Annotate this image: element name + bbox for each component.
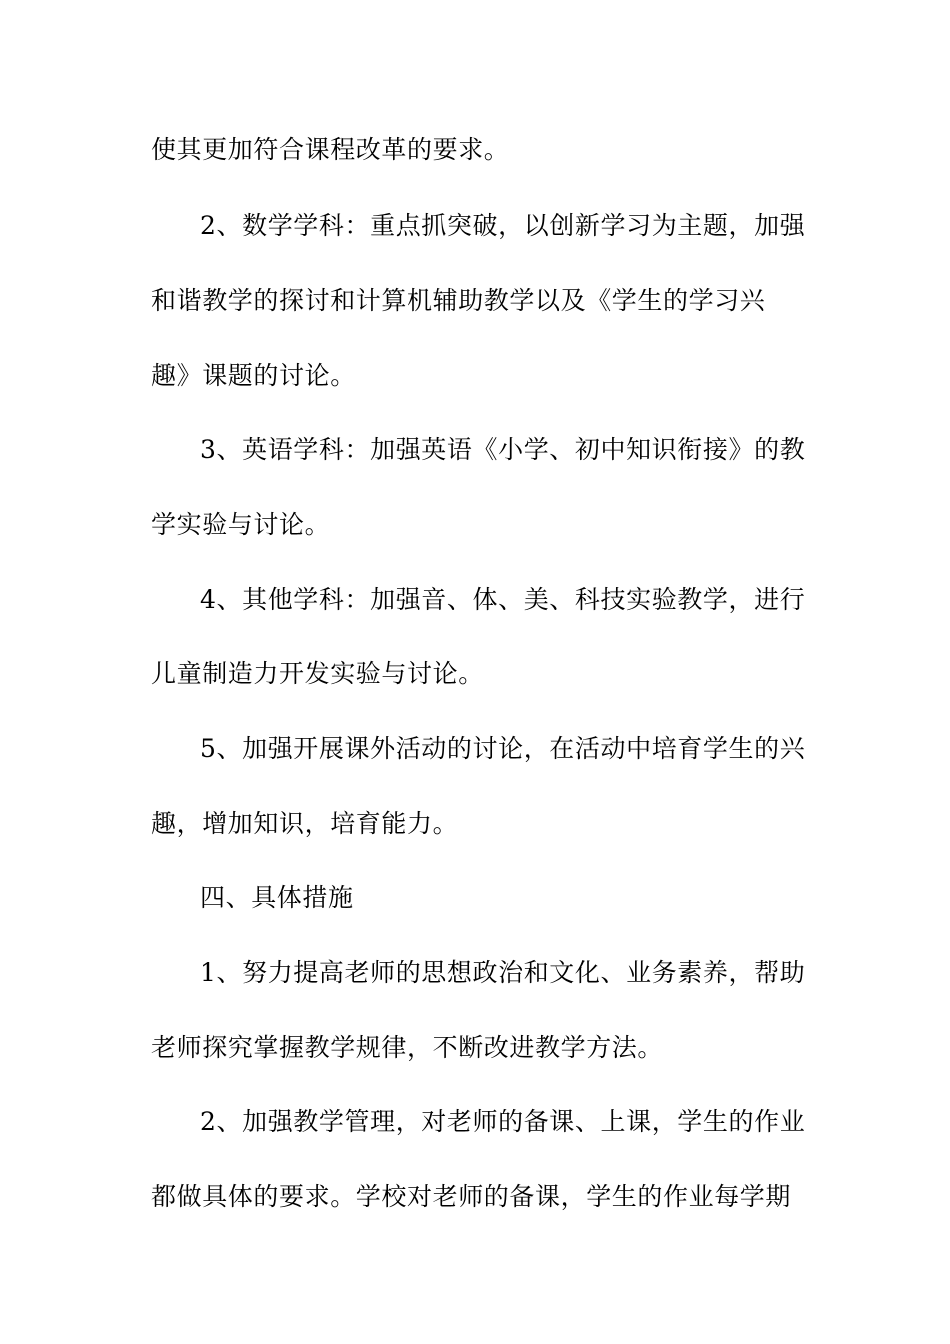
text-line: 3、英语学科：加强英语《小学、初中知识衔接》的教 [200, 435, 806, 464]
text-line: 老师探究掌握教学规律，不断改进教学方法。 [151, 1033, 664, 1062]
text-line: 5、加强开展课外活动的讨论，在活动中培育学生的兴 [200, 734, 806, 763]
text-line: 和谐教学的探讨和计算机辅助教学以及《学生的学习兴 [151, 286, 766, 315]
text-line: 2、加强教学管理，对老师的备课、上课，学生的作业 [200, 1107, 806, 1136]
text-line: 使其更加符合课程改革的要求。 [151, 135, 510, 164]
text-line: 4、其他学科：加强音、体、美、科技实验教学，进行 [200, 585, 806, 614]
text-line: 学实验与讨论。 [151, 510, 331, 539]
text-line: 儿童制造力开发实验与讨论。 [151, 659, 484, 688]
text-line: 趣，增加知识，培育能力。 [151, 809, 459, 838]
section-heading: 四、具体措施 [200, 883, 354, 912]
text-line: 都做具体的要求。学校对老师的备课，学生的作业每学期 [151, 1182, 792, 1211]
text-line: 趣》课题的讨论。 [151, 361, 356, 390]
text-line: 1、努力提高老师的思想政治和文化、业务素养，帮助 [200, 958, 806, 987]
text-line: 2、数学学科：重点抓突破，以创新学习为主题，加强 [200, 211, 806, 240]
